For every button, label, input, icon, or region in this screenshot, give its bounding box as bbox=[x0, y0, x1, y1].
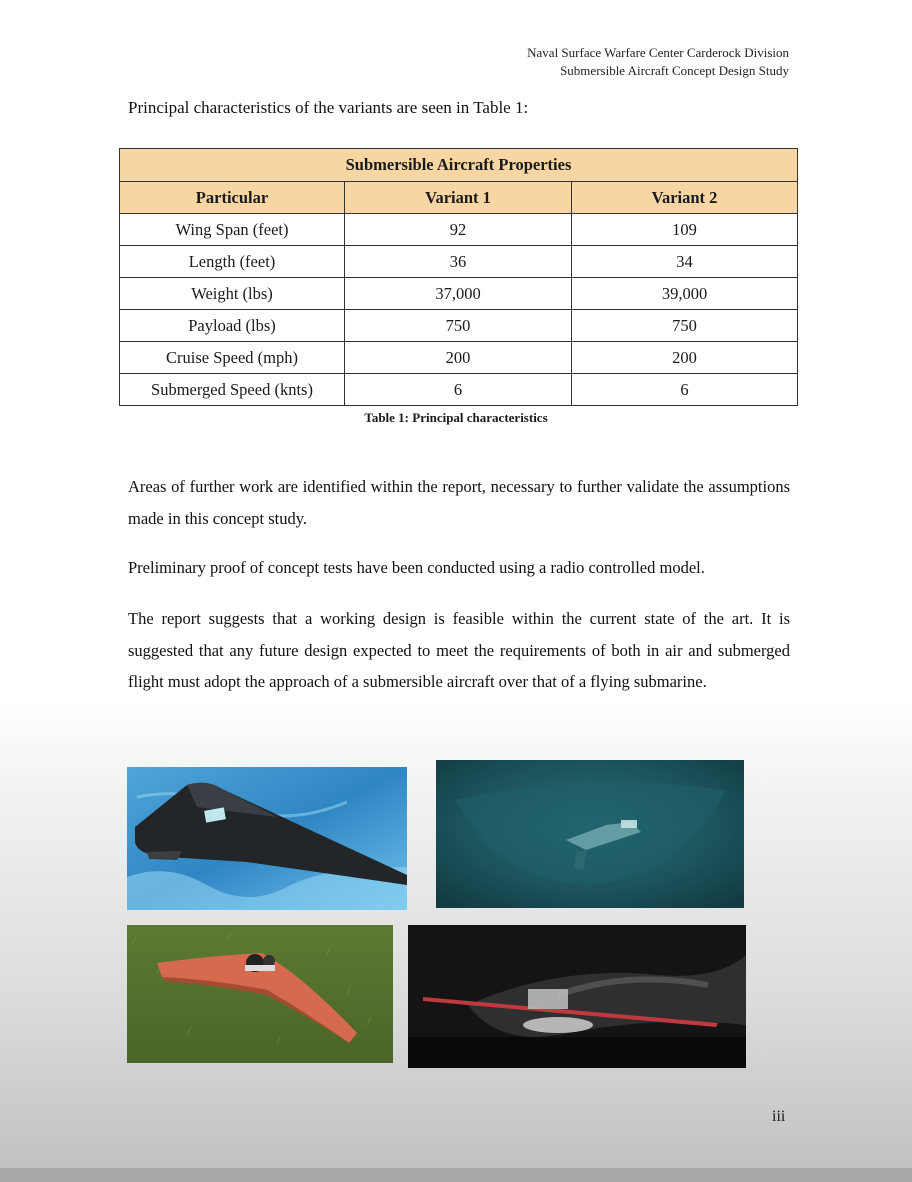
header-line-1: Naval Surface Warfare Center Carderock Division bbox=[527, 45, 789, 60]
table-row bbox=[120, 342, 798, 374]
table-cell: 36 bbox=[345, 246, 572, 278]
table-cell: 750 bbox=[345, 310, 572, 342]
page-number: iii bbox=[772, 1108, 786, 1125]
paragraph-further-work: Areas of further work are identified within the report, necessary to further validate the assumptions made in this concept study. bbox=[128, 477, 790, 528]
bottom-bar bbox=[0, 1168, 912, 1182]
properties-table bbox=[119, 148, 798, 406]
table-cell: 750 bbox=[572, 310, 798, 342]
table-cell: Wing Span (feet) bbox=[120, 214, 345, 246]
header-line-2: Submersible Aircraft Concept Design Study bbox=[560, 63, 789, 78]
table-cell: 109 bbox=[572, 214, 798, 246]
paragraph-proof-of-concept: Preliminary proof of concept tests have been conducted using a radio controlled model. bbox=[128, 558, 705, 577]
table-cell: 200 bbox=[345, 342, 572, 374]
table-row bbox=[120, 278, 798, 310]
table-cell: 39,000 bbox=[572, 278, 798, 310]
table-cell: 37,000 bbox=[345, 278, 572, 310]
table-caption: Table 1: Principal characteristics bbox=[364, 410, 548, 425]
intro-text: Principal characteristics of the variants are seen in Table 1: bbox=[128, 98, 529, 117]
column-header-variant-2: Variant 2 bbox=[572, 182, 798, 214]
column-header-variant-1: Variant 1 bbox=[345, 182, 572, 214]
table-row bbox=[120, 214, 798, 246]
table-row bbox=[120, 246, 798, 278]
table-cell: Payload (lbs) bbox=[120, 310, 345, 342]
table-row bbox=[120, 310, 798, 342]
table-cell: Cruise Speed (mph) bbox=[120, 342, 345, 374]
rc-model-on-grass-photo bbox=[127, 925, 393, 1063]
model-night-water-photo bbox=[408, 925, 746, 1068]
table-cell: Submerged Speed (knts) bbox=[120, 374, 345, 406]
table-cell: 6 bbox=[345, 374, 572, 406]
table-title: Submersible Aircraft Properties bbox=[120, 149, 798, 182]
underwater-model-photo bbox=[436, 760, 744, 908]
running-header bbox=[527, 44, 789, 80]
table-cell: 92 bbox=[345, 214, 572, 246]
table-cell: 6 bbox=[572, 374, 798, 406]
paragraph-conclusion: The report suggests that a working design is feasible within the current state of the art. It is suggested that any future design expected to meet the requirements of both in air and submerged flight must adopt the approach of a submersible aircraft over that of a flying submarine. bbox=[128, 609, 790, 691]
table-row bbox=[120, 374, 798, 406]
table-cell: 34 bbox=[572, 246, 798, 278]
table-cell: Weight (lbs) bbox=[120, 278, 345, 310]
table-cell: 200 bbox=[572, 342, 798, 374]
column-header-particular: Particular bbox=[120, 182, 345, 214]
aircraft-over-water-photo bbox=[127, 767, 407, 910]
table-cell: Length (feet) bbox=[120, 246, 345, 278]
